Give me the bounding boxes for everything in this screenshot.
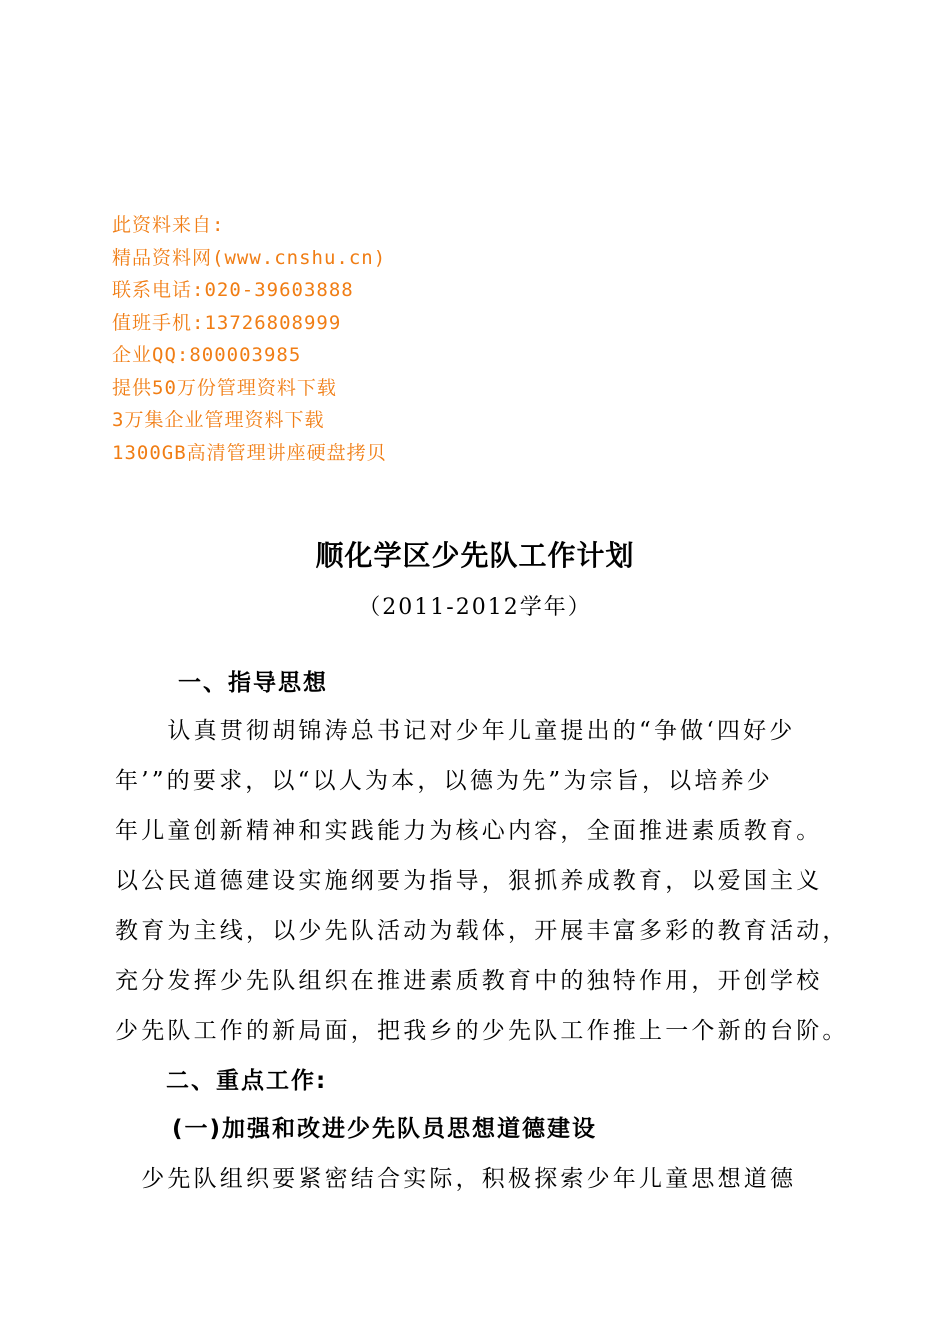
section-heading-guiding-ideology: 一、指导思想: [178, 670, 328, 696]
source-notice: [112, 209, 632, 469]
section-heading-key-work: 二、重点工作:: [166, 1068, 328, 1094]
section2-paragraph: [115, 1154, 835, 1204]
source-line-origin: 此资料来自:: [112, 214, 225, 236]
section1-paragraph: [115, 706, 849, 1056]
source-line-offer-2: 3万集企业管理资料下载: [112, 409, 325, 431]
paragraph-line: 充分发挥少先队组织在推进素质教育中的独特作用，开创学校: [115, 968, 823, 994]
source-line-offer-3: 1300GB高清管理讲座硬盘拷贝: [112, 441, 387, 464]
source-line-offer-1: 提供50万份管理资料下载: [112, 376, 337, 399]
paragraph-line: 年’”的要求，以“以人为本，以德为先”为宗旨，以培养少: [115, 768, 773, 794]
source-line-mobile: 值班手机:13726808999: [112, 311, 342, 334]
document-subtitle: （2011-2012学年）: [358, 595, 592, 620]
paragraph-line: 少先队工作的新局面，把我乡的少先队工作推上一个新的台阶。: [115, 1018, 849, 1044]
paragraph-line: 教育为主线，以少先队活动为载体，开展丰富多彩的教育活动，: [115, 918, 849, 944]
source-line-phone: 联系电话:020-39603888: [112, 279, 354, 301]
source-line-website: 精品资料网(www.cnshu.cn): [112, 246, 387, 269]
paragraph-line: 认真贯彻胡锦涛总书记对少年儿童提出的“争做‘四好少: [115, 718, 796, 744]
paragraph-line: 年儿童创新精神和实践能力为核心内容，全面推进素质教育。: [115, 818, 823, 844]
paragraph-line: 以公民道德建设实施纲要为指导，狠抓养成教育，以爱国主义: [115, 868, 823, 894]
paragraph-line: 少先队组织要紧密结合实际，积极探索少年儿童思想道德: [115, 1166, 797, 1192]
source-line-qq: 企业QQ:800003985: [112, 344, 302, 366]
subsection-heading: (一)加强和改进少先队员思想道德建设: [172, 1116, 598, 1142]
document-title: 顺化学区少先队工作计划: [315, 539, 635, 572]
